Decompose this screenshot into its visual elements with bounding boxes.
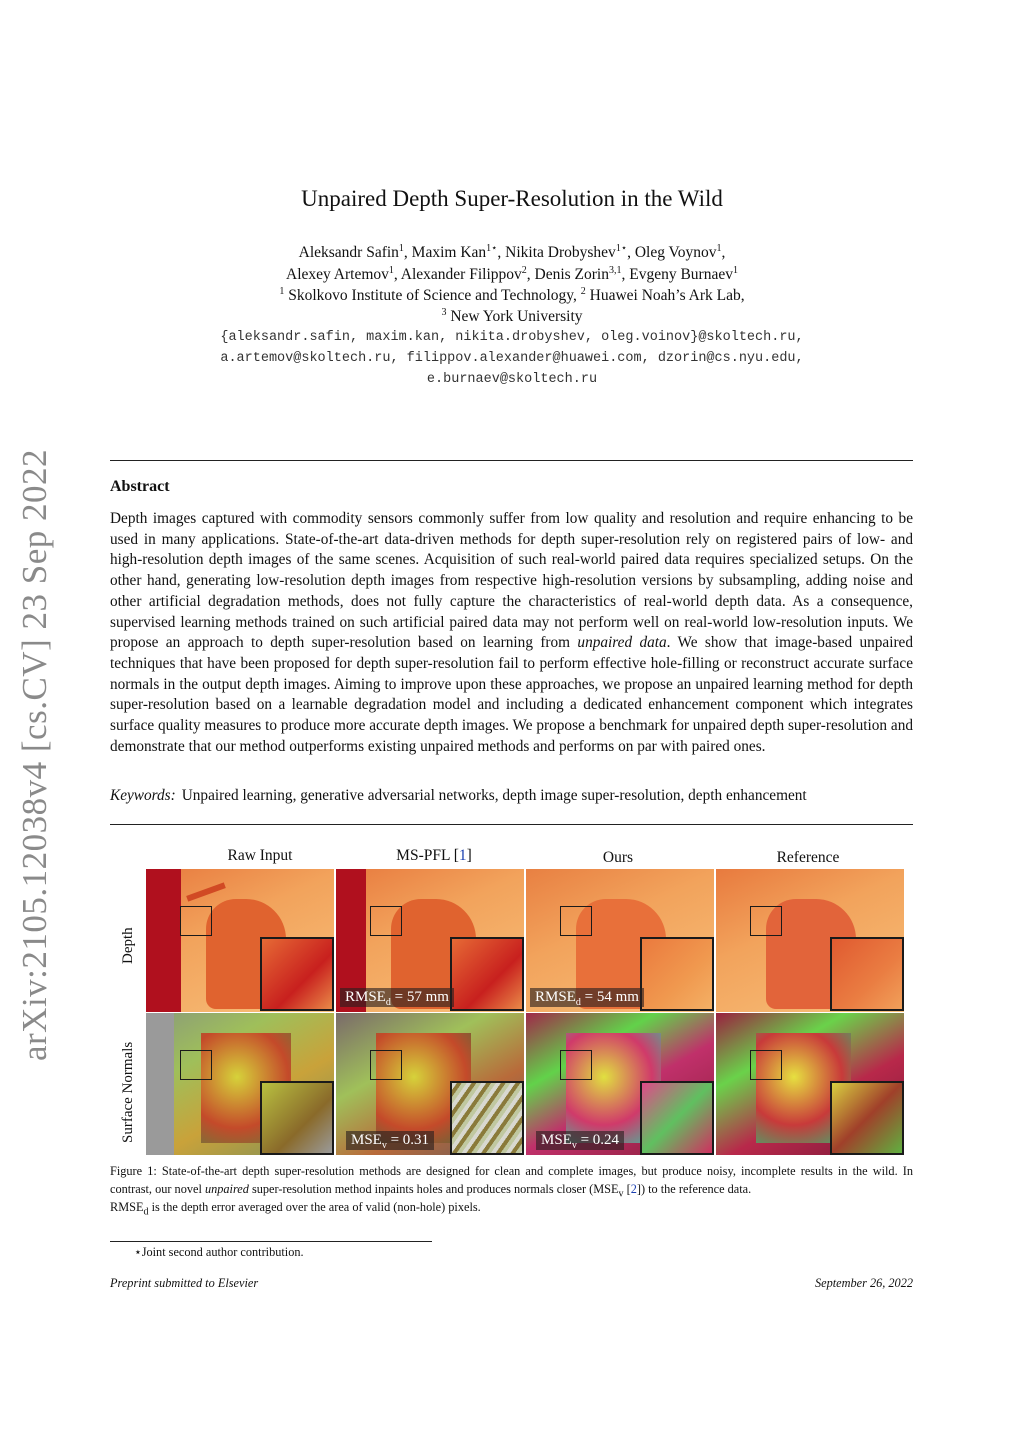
arxiv-side-stamp: arXiv:2105.12038v4 [cs.CV] 23 Sep 2022 [15, 449, 54, 1062]
citation-link[interactable]: 1 [458, 847, 467, 864]
normals-panel-ours [526, 1013, 714, 1155]
caption-text: super-resolution method inpaints holes and produces normals closer (MSE [248, 1182, 619, 1196]
footer-preprint-note: Preprint submitted to Elsevier [110, 1276, 259, 1290]
metric-prefix: RMSE [345, 989, 386, 1005]
column-label: MS-PFL [ [396, 847, 459, 864]
caption-text: ]) to the reference data. [636, 1182, 752, 1196]
column-heading-ours: Ours [602, 849, 634, 866]
metric-value: = 54 mm [580, 989, 639, 1005]
keywords-text: Unpaired learning, generative adversarial networks, depth image super-resolution, depth enhancement [181, 787, 807, 804]
author-affil-sup: 1 [732, 264, 738, 276]
abstract-bottom-rule [110, 824, 913, 825]
citation-link[interactable]: 2 [630, 1182, 637, 1196]
author-name: Aleksandr Safin [298, 244, 399, 261]
keywords [110, 787, 913, 805]
author-affil-sup: 1⋆ [615, 242, 628, 254]
caption-sub: v [618, 1188, 624, 1200]
metric-sub: v [571, 1140, 577, 1151]
author-name: Alexander Filippov [400, 266, 522, 283]
zoom-inset [260, 937, 334, 1011]
zoom-inset [450, 1081, 524, 1155]
metric-prefix: MSE [541, 1132, 572, 1148]
mse-metric-ours [536, 1131, 624, 1150]
mse-metric-mspfl [346, 1131, 434, 1150]
abstract-body [110, 509, 913, 757]
authors-line-2: Alexey Artemov$^1$, Alexander Filippov$^2$, Denis Zorin$^{3,1}$, Evgeny Burnaev$^1$ [286, 264, 738, 283]
author-affil-sup: 2 [521, 264, 527, 276]
abstract-top-rule [110, 460, 913, 461]
zoom-box [560, 906, 592, 936]
depth-hole-region [146, 869, 181, 1012]
affiliation-skoltech: Skolkovo Institute of Science and Technology, [288, 287, 577, 304]
author-affil-sup: 1 [398, 242, 404, 254]
abstract-italic: unpaired data [577, 634, 667, 652]
author-name: Evgeny Burnaev [629, 266, 733, 283]
column-heading-raw-input: Raw Input [227, 847, 293, 864]
author-name: Oleg Voynov [634, 244, 717, 261]
affiliation-nyu: New York University [450, 308, 583, 325]
zoom-inset [640, 937, 714, 1011]
normals-panel-raw [146, 1013, 334, 1155]
abstract-text: Depth images captured with commodity sensors commonly suffer from low quality and resolution and require enhancing to be used in many applications. State-of-the-art data-driven methods for depth super-resolution rely on registered pairs of low- and high-resolution depth images of the same scenes. Acquisition of such real-world paired data requires specialized setups. On the other hand, generating low-resolution depth images from respective high-resolution versions by subsampling, adding noise and other artificial degradation methods, does not fully capture the characteristics of real-world depth data. As a consequence, supervised learning methods trained on such artificial paired data may not perform well on real-world low-resolution inputs. We propose an approach to depth super-resolution based on learning from [110, 510, 913, 652]
figure-caption [110, 1162, 913, 1216]
depth-panel-mspfl [336, 869, 524, 1012]
caption-text: is the depth error averaged over the area of valid (non-hole) pixels. [148, 1200, 481, 1214]
zoom-box [180, 1050, 212, 1080]
author-affil-sup: 1 [716, 242, 722, 254]
paper-title: Unpaired Depth Super-Resolution in the Wild [301, 186, 723, 211]
zoom-inset [640, 1081, 714, 1155]
author-name: Alexey Artemov [286, 266, 389, 283]
zoom-box [560, 1050, 592, 1080]
footer-date: September 26, 2022 [814, 1276, 913, 1290]
zoom-box [750, 1050, 782, 1080]
zoom-inset [830, 937, 904, 1011]
author-name: Maxim Kan [411, 244, 487, 261]
email-line-1: {aleksandr.safin, maxim.kan, nikita.drobyshev, oleg.voinov}@skoltech.ru, [220, 330, 804, 345]
depth-panel-raw [146, 869, 334, 1012]
affiliation-line-2 [0, 306, 1024, 327]
caption-sub: d [143, 1206, 149, 1218]
depth-panel-ours [526, 869, 714, 1012]
chair-arm-shape [186, 882, 226, 901]
email-line-3: e.burnaev@skoltech.ru [426, 372, 598, 387]
column-heading-reference: Reference [776, 849, 840, 866]
keywords-label: Keywords: [110, 787, 176, 804]
affil-sup: 1 [279, 285, 285, 297]
metric-sub: v [381, 1140, 387, 1151]
author-affil-sup: 1⋆ [486, 242, 498, 254]
zoom-box [370, 906, 402, 936]
abstract-heading: Abstract [110, 478, 170, 495]
zoom-box [180, 906, 212, 936]
row-label-surface-normals: Surface Normals [120, 1041, 136, 1143]
metric-value: = 57 mm [390, 989, 449, 1005]
author-affil-sup: 1 [388, 264, 394, 276]
rmse-metric-mspfl [340, 988, 454, 1007]
caption-text: Figure 1: State-of-the-art depth super-resolution methods are designed for clean and complete images, but produce noisy, incomplete results in the wild. In contrast, our novel [110, 1164, 913, 1196]
abstract-text-cont: . We show that image-based unpaired techniques that have been proposed for depth super-resolution fail to perform effective hole-filling or reconstruct accurate surface normals in the output depth images. Aiming to improve upon these approaches, we propose an unpaired learning method for depth super-resolution based on a learnable degradation model and including a dedicated enhancement component which integrates surface quality measures to produce more accurate depth images. We propose a benchmark for unpaired depth super-resolution and demonstrate that our method outperforms existing unpaired methods and performs on par with paired ones. [110, 634, 913, 755]
metric-sub: d [385, 997, 391, 1008]
footnote: ⋆Joint second author contribution. [134, 1245, 304, 1259]
author-name: Denis Zorin [534, 266, 609, 283]
affil-sup: 3 [441, 306, 447, 318]
metric-value: = 0.31 [386, 1132, 430, 1148]
zoom-box [750, 906, 782, 936]
metric-prefix: MSE [351, 1132, 382, 1148]
zoom-inset [260, 1081, 334, 1155]
zoom-box [370, 1050, 402, 1080]
normals-panel-mspfl [336, 1013, 524, 1155]
metric-value: = 0.24 [576, 1132, 620, 1148]
rmse-metric-ours [530, 988, 644, 1007]
affiliations-line [0, 285, 1024, 306]
author-name: Nikita Drobyshev [505, 244, 616, 261]
row-label-depth: Depth [120, 927, 136, 964]
affil-sup: 2 [580, 285, 586, 297]
depth-panel-reference [716, 869, 904, 1012]
caption-italic: unpaired [204, 1182, 249, 1196]
authors-line-1: Aleksandr Safin$^1$, Maxim Kan$^{1⋆}$, Nikita Drobyshev$^{1⋆}$, Oleg Voynov$^1$, [298, 242, 726, 261]
column-heading-mspfl [344, 847, 524, 865]
column-label-close: ] [466, 847, 472, 864]
zoom-inset [830, 1081, 904, 1155]
metric-sub: d [575, 997, 581, 1008]
metric-prefix: RMSE [535, 989, 576, 1005]
normals-hole-region [146, 1013, 174, 1155]
zoom-inset [450, 937, 524, 1011]
caption-text: [ [623, 1182, 631, 1196]
email-line-2: a.artemov@skoltech.ru, filippov.alexander@huawei.com, dzorin@cs.nyu.edu, [220, 351, 804, 366]
author-affil-sup: 3,1 [609, 264, 622, 276]
affiliation-huawei: Huawei Noah’s Ark Lab, [589, 287, 745, 304]
caption-text: RMSE [110, 1200, 144, 1214]
normals-panel-reference [716, 1013, 904, 1155]
footnote-rule [110, 1241, 432, 1242]
